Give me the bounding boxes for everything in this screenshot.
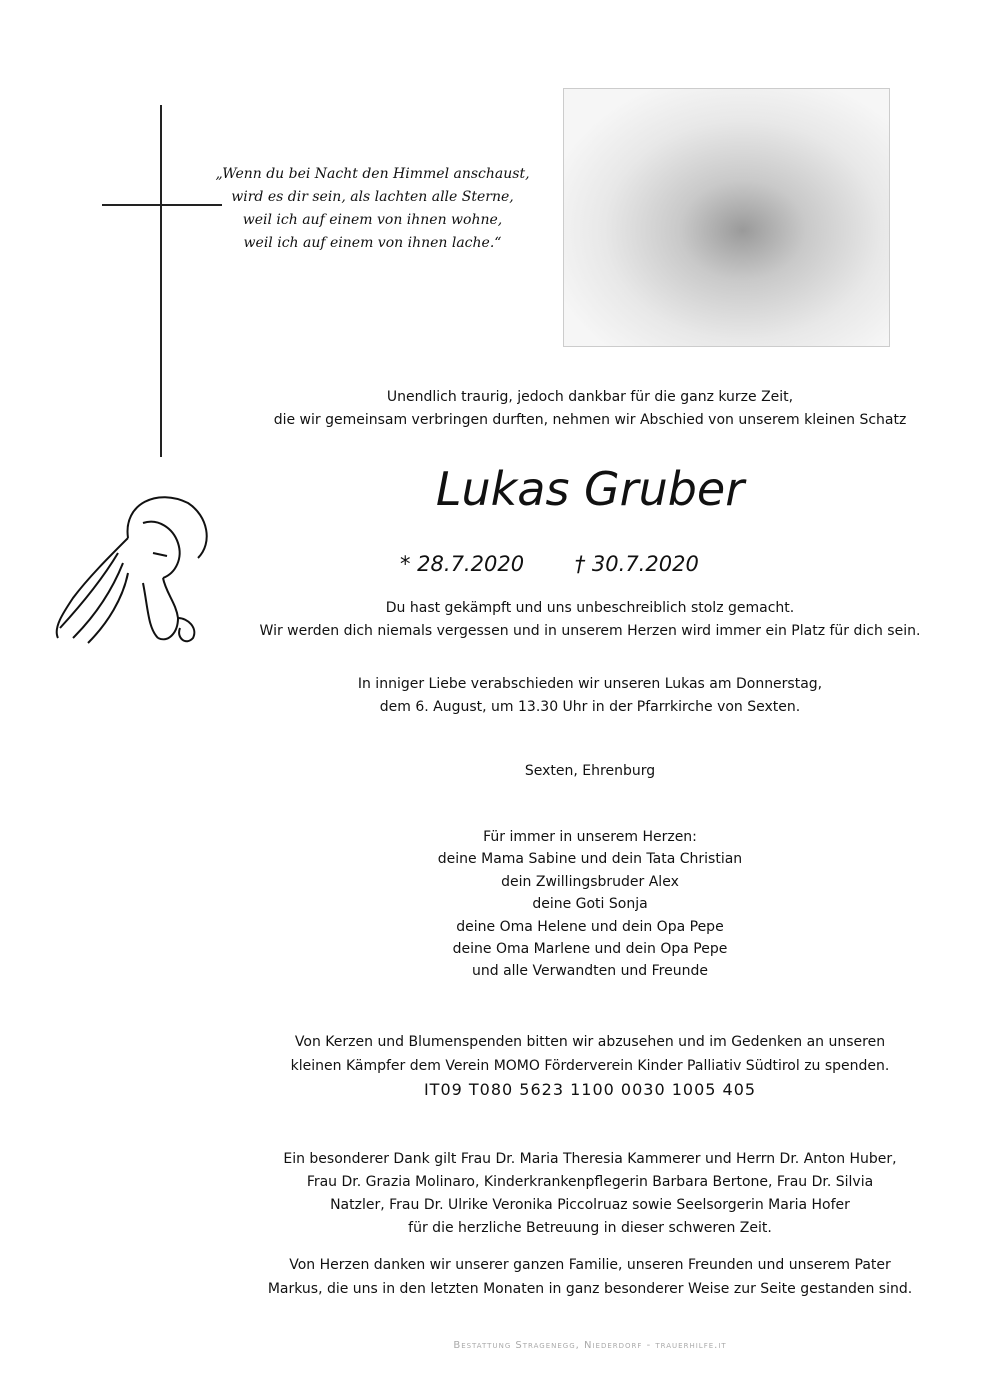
family-line: deine Mama Sabine und dein Tata Christian	[437, 851, 743, 868]
birth-date: * 28.7.2020	[400, 552, 525, 576]
family-list	[200, 826, 980, 983]
place: Sexten, Ehrenburg	[524, 763, 656, 779]
thanks-family	[200, 1253, 980, 1301]
text-line: Markus, die uns in den letzten Monaten in ganz besonderer Weise zur Seite gestanden sind.	[267, 1281, 913, 1297]
cross-icon	[160, 105, 162, 457]
text-line: kleinen Kämpfer dem Verein MOMO Förderverein Kinder Palliativ Südtirol zu spenden.	[290, 1058, 890, 1074]
death-date: † 30.7.2020	[574, 552, 699, 576]
text-line: Wir werden dich niemals vergessen und in unserem Herzen wird immer ein Platz für dich sein.	[259, 623, 921, 639]
text-line: Du hast gekämpft und uns unbeschreiblich stolz gemacht.	[385, 600, 795, 616]
thanks-doctors	[200, 1148, 980, 1240]
quote	[200, 163, 545, 255]
text-line: für die herzliche Betreuung in dieser schweren Zeit.	[408, 1220, 772, 1236]
text-line: Von Kerzen und Blumenspenden bitten wir abzusehen und im Gedenken an unseren	[294, 1034, 886, 1050]
family-line: deine Goti Sonja	[532, 896, 648, 913]
text-line: Frau Dr. Grazia Molinaro, Kinderkrankenpflegerin Barbara Bertone, Frau Dr. Silvia	[306, 1174, 874, 1190]
dates	[400, 552, 800, 576]
quote-line: wird es dir sein, als lachten alle Sterne,	[231, 189, 514, 205]
donation-request	[200, 1030, 980, 1102]
quote-line: weil ich auf einem von ihnen wohne,	[242, 212, 503, 228]
family-line: Für immer in unserem Herzen:	[483, 829, 697, 845]
quote-line: weil ich auf einem von ihnen lache.“	[243, 235, 502, 251]
funeral-info	[200, 673, 980, 719]
deceased-name: Lukas Gruber	[435, 462, 745, 516]
intro-line: Unendlich traurig, jedoch dankbar für die ganz kurze Zeit,	[386, 389, 794, 405]
family-line: deine Oma Helene und dein Opa Pepe	[456, 918, 724, 935]
text-line: Ein besonderer Dank gilt Frau Dr. Maria Theresia Kammerer und Herrn Dr. Anton Huber,	[283, 1151, 897, 1167]
intro-text	[200, 386, 980, 432]
baby-hands-photo	[563, 88, 890, 347]
family-line: dein Zwillingsbruder Alex	[501, 873, 679, 890]
intro-line: die wir gemeinsam verbringen durften, nehmen wir Abschied von unserem kleinen Schatz	[273, 412, 907, 428]
quote-line: „Wenn du bei Nacht den Himmel anschaust,	[215, 166, 530, 182]
angel-icon	[48, 478, 218, 653]
footer-credit: Bestattung Stragenegg, Niederdorf - trauerhilfe.it	[453, 1340, 727, 1351]
iban: IT09 T080 5623 1100 0030 1005 405	[423, 1080, 757, 1099]
text-line: In inniger Liebe verabschieden wir unseren Lukas am Donnerstag,	[357, 676, 823, 692]
family-line: deine Oma Marlene und dein Opa Pepe	[452, 941, 728, 958]
text-line: Natzler, Frau Dr. Ulrike Veronika Piccolruaz sowie Seelsorgerin Maria Hofer	[330, 1197, 850, 1213]
text-line: Von Herzen danken wir unserer ganzen Familie, unseren Freunden und unserem Pater	[289, 1257, 891, 1273]
family-line: und alle Verwandten und Freunde	[471, 963, 708, 980]
paragraph-fought	[200, 597, 980, 643]
text-line: dem 6. August, um 13.30 Uhr in der Pfarrkirche von Sexten.	[379, 699, 801, 715]
